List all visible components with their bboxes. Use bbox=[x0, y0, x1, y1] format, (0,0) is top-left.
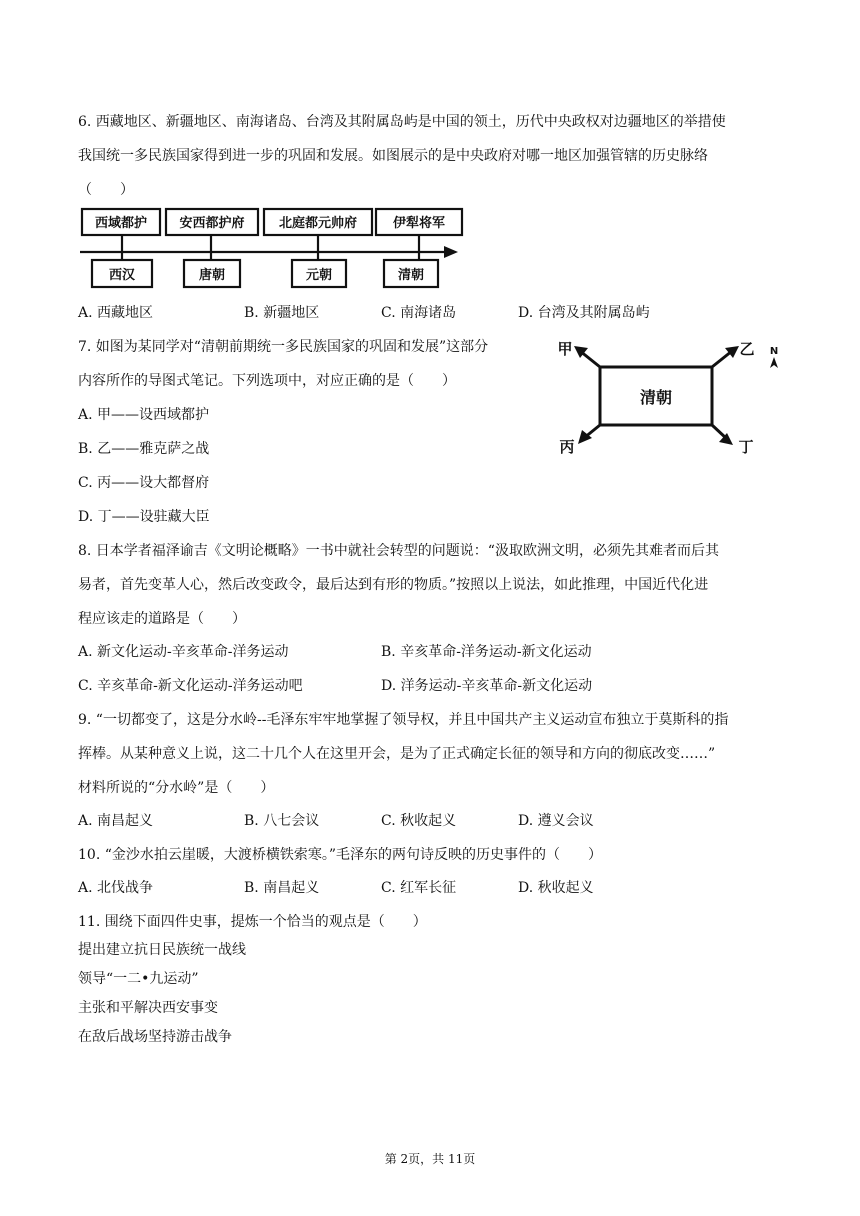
timeline-dynasty-4: 清朝 bbox=[397, 268, 425, 283]
q7-option-a: A. 甲——设西域都护 bbox=[78, 407, 210, 423]
q6-option-b: B. 新疆地区 bbox=[244, 305, 320, 321]
q11-event-3: 主张和平解决西安事变 bbox=[78, 1000, 218, 1016]
q8-option-d: D. 洋务运动-辛亥革命-新文化运动 bbox=[381, 678, 593, 694]
q11-event-1: 提出建立抗日民族统一战线 bbox=[78, 942, 246, 958]
mindmap-center-label: 清朝 bbox=[639, 388, 673, 407]
q7-mindmap-diagram bbox=[550, 334, 790, 464]
q11-stem-line-1: 11. 围绕下面四件史事，提炼一个恰当的观点是（ ） bbox=[78, 914, 427, 930]
q8-stem-line-3: 程应该走的道路是（ ） bbox=[78, 611, 246, 627]
q6-option-d: D. 台湾及其附属岛屿 bbox=[518, 305, 650, 321]
q6-stem-line-3: （ ） bbox=[78, 182, 134, 198]
q9-option-a: A. 南昌起义 bbox=[78, 813, 154, 829]
q7-option-c: C. 丙——设大都督府 bbox=[78, 475, 210, 491]
q6-timeline-diagram bbox=[78, 204, 468, 296]
q9-stem-line-3: 材料所说的“分水岭”是（ ） bbox=[78, 780, 275, 796]
q8-stem-line-1: 8. 日本学者福泽谕吉《文明论概略》一书中就社会转型的问题说：“汲取欧洲文明，必须先其难者而后其 bbox=[78, 543, 719, 559]
north-arrow-icon bbox=[770, 357, 778, 368]
mindmap-label-yi: 乙 bbox=[739, 340, 755, 358]
q10-option-c: C. 红军长征 bbox=[381, 880, 457, 896]
q11-event-2: 领导“一二•九运动” bbox=[78, 971, 199, 987]
q7-option-d: D. 丁——设驻藏大臣 bbox=[78, 509, 210, 525]
mindmap-label-bing: 丙 bbox=[559, 438, 575, 456]
page-footer: 第 2页，共 11页 bbox=[384, 1152, 476, 1166]
timeline-dynasty-3: 元朝 bbox=[305, 268, 333, 283]
q6-option-a: A. 西藏地区 bbox=[78, 305, 154, 321]
q8-option-b: B. 辛亥革命-洋务运动-新文化运动 bbox=[381, 644, 592, 660]
timeline-institution-1: 西域都护 bbox=[94, 216, 148, 231]
q7-option-b: B. 乙——雅克萨之战 bbox=[78, 441, 210, 457]
north-label: N bbox=[769, 346, 779, 357]
q9-stem-line-1: 9. “一切都变了，这是分水岭--毛泽东牢牢地掌握了领导权，并且中国共产主义运动宣布独立于莫斯科的指 bbox=[78, 712, 729, 728]
timeline-dynasty-1: 西汉 bbox=[108, 268, 136, 283]
q8-option-a: A. 新文化运动-辛亥革命-洋务运动 bbox=[78, 644, 289, 660]
q9-option-b: B. 八七会议 bbox=[244, 813, 320, 829]
timeline-arrow-icon bbox=[444, 246, 458, 258]
q8-stem-line-2: 易者，首先变革人心，然后改变政令，最后达到有形的物质。”按照以上说法，如此推理，中国近代化进 bbox=[78, 577, 709, 593]
q9-option-d: D. 遵义会议 bbox=[518, 813, 594, 829]
q7-stem-line-2: 内容所作的导图式笔记。下列选项中，对应正确的是（ ） bbox=[78, 373, 456, 389]
q10-stem-line-1: 10. “金沙水拍云崖暖，大渡桥横铁索寒。”毛泽东的两句诗反映的历史事件的（ ） bbox=[78, 847, 603, 863]
timeline-institution-3: 北庭都元帅府 bbox=[278, 216, 358, 231]
timeline-dynasty-2: 唐朝 bbox=[198, 268, 226, 283]
q10-option-d: D. 秋收起义 bbox=[518, 880, 594, 896]
q9-stem-line-2: 挥棒。从某种意义上说，这二十几个人在这里开会，是为了正式确定长征的领导和方向的彻底改变……” bbox=[78, 746, 716, 762]
q9-option-c: C. 秋收起义 bbox=[381, 813, 457, 829]
q11-event-4: 在敌后战场坚持游击战争 bbox=[78, 1029, 232, 1045]
q10-option-b: B. 南昌起义 bbox=[244, 880, 320, 896]
q7-stem-line-1: 7. 如图为某同学对“清朝前期统一多民族国家的巩固和发展”这部分 bbox=[78, 339, 489, 355]
mindmap-label-jia: 甲 bbox=[557, 340, 573, 358]
timeline-institution-4: 伊犁将军 bbox=[392, 216, 446, 231]
timeline-institution-2: 安西都护府 bbox=[179, 216, 245, 231]
q6-stem-line-2: 我国统一多民族国家得到进一步的巩固和发展。如图展示的是中央政府对哪一地区加强管辖的历史脉络 bbox=[78, 148, 708, 164]
q6-stem-line-1: 6. 西藏地区、新疆地区、南海诸岛、台湾及其附属岛屿是中国的领土，历代中央政权对边疆地区的举措使 bbox=[78, 114, 726, 130]
q6-option-c: C. 南海诸岛 bbox=[381, 305, 457, 321]
q10-option-a: A. 北伐战争 bbox=[78, 880, 154, 896]
mindmap-label-ding: 丁 bbox=[738, 438, 754, 456]
q8-option-c: C. 辛亥革命-新文化运动-洋务运动吧 bbox=[78, 678, 303, 694]
